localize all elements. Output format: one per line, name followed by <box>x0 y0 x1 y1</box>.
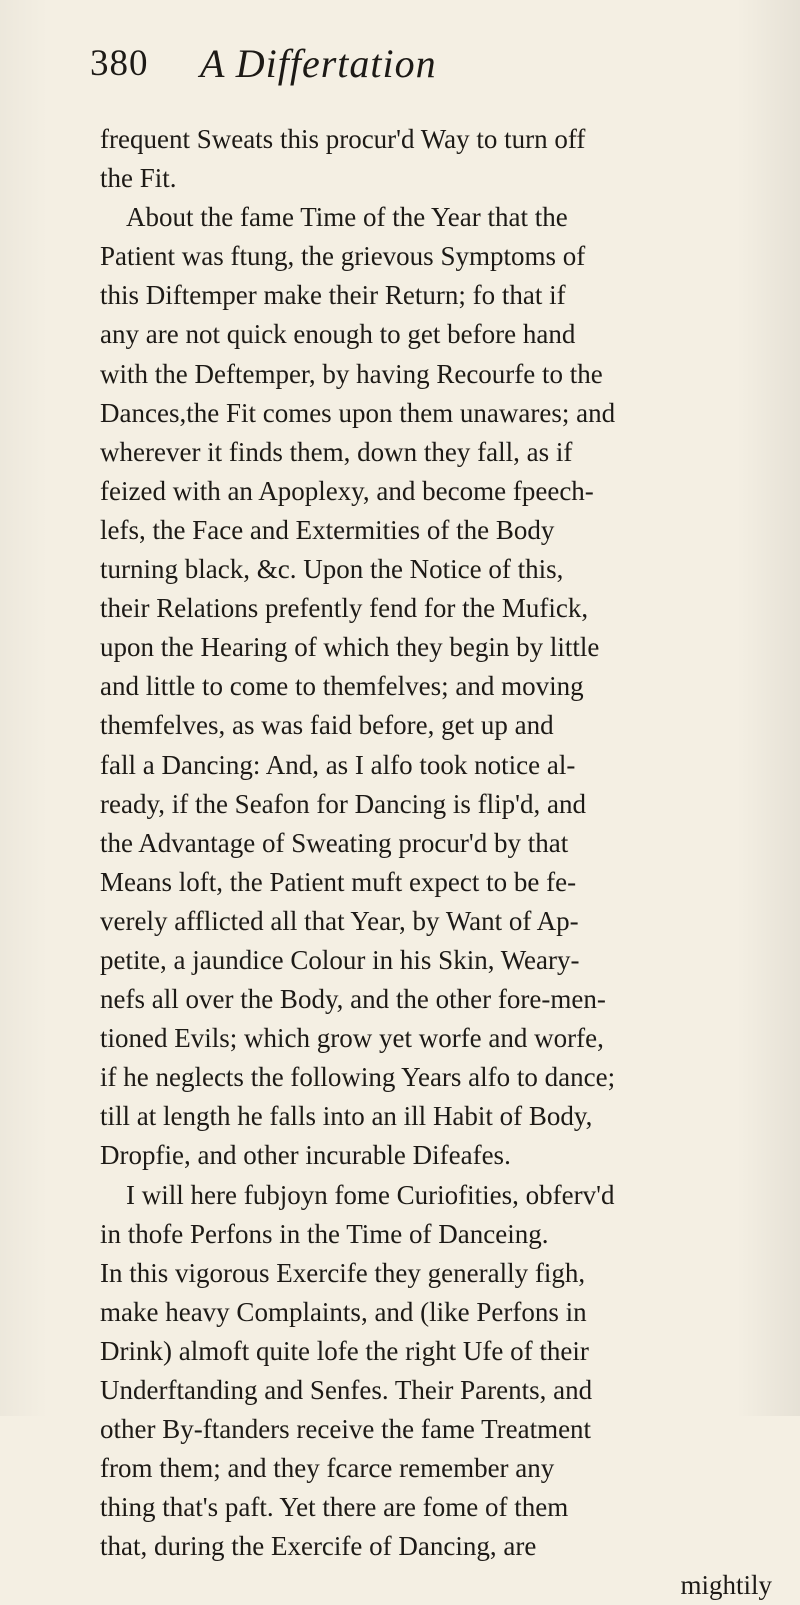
page-header <box>90 42 770 102</box>
text-line: make heavy Complaints, and (like Perfons in <box>100 1296 587 1327</box>
text-line: that, during the Exercife of Dancing, are <box>100 1531 537 1562</box>
text-line: upon the Hearing of which they begin by little <box>100 632 600 663</box>
page-number: 380 <box>90 43 149 84</box>
text-line: About the fame Time of the Year that the <box>126 202 568 233</box>
text-line: wherever it finds them, down they fall, as if <box>100 436 573 467</box>
text-line: this Diftemper make their Return; fo that if <box>100 280 566 311</box>
text-line: other By-ftanders receive the fame Treatment <box>100 1414 592 1445</box>
body-text <box>100 120 790 1605</box>
text-line: with the Deftemper, by having Recourfe to the <box>100 358 603 389</box>
text-line: Means loft, the Patient muft expect to be fe- <box>100 866 577 897</box>
text-line: feized with an Apoplexy, and become fpeech- <box>100 475 594 506</box>
text-line: Dances,the Fit comes upon them unawares; and <box>100 397 616 428</box>
running-head: A Differtation <box>200 41 437 86</box>
text-line: Patient was ftung, the grievous Symptoms of <box>100 241 586 272</box>
text-line: nefs all over the Body, and the other fore-men- <box>100 984 606 1015</box>
text-line: from them; and they fcarce remember any <box>100 1453 555 1484</box>
text-line: their Relations prefently fend for the Mufick, <box>100 593 589 624</box>
text-line: Dropfie, and other incurable Difeafes. <box>100 1140 511 1171</box>
text-line: In this vigorous Exercife they generally figh, <box>100 1257 586 1288</box>
text-line: if he neglects the following Years alfo to dance; <box>100 1062 616 1093</box>
text-line: ready, if the Seafon for Dancing is flip'd, and <box>100 788 586 819</box>
catchword: mightily <box>680 1570 772 1601</box>
text-line: I will here fubjoyn fome Curiofities, obferv'd <box>126 1179 615 1210</box>
text-line: Drink) almoft quite lofe the right Ufe of their <box>100 1335 589 1366</box>
text-line: the Fit. <box>100 163 177 194</box>
text-line: themfelves, as was faid before, get up and <box>100 710 554 741</box>
text-line: turning black, &c. Upon the Notice of this, <box>100 554 564 585</box>
text-line: and little to come to themfelves; and moving <box>100 671 584 702</box>
text-line: petite, a jaundice Colour in his Skin, Weary- <box>100 944 580 975</box>
text-line: verely afflicted all that Year, by Want of Ap- <box>100 905 579 936</box>
text-line: Underftanding and Senfes. Their Parents, and <box>100 1375 593 1405</box>
text-line: thing that's paft. Yet there are fome of them <box>100 1492 569 1523</box>
text-line: fall a Dancing: And, as I alfo took notice al- <box>100 749 576 780</box>
text-line: tioned Evils; which grow yet worfe and worfe, <box>100 1023 604 1054</box>
text-line: frequent Sweats this procur'd Way to turn off <box>100 124 586 154</box>
text-line: in thofe Perfons in the Time of Danceing. <box>100 1218 549 1249</box>
text-line: the Advantage of Sweating procur'd by that <box>100 827 569 858</box>
text-line: lefs, the Face and Extermities of the Body <box>100 514 555 545</box>
text-line: till at length he falls into an ill Habit of Body, <box>100 1101 593 1132</box>
text-line: any are not quick enough to get before hand <box>100 319 576 350</box>
